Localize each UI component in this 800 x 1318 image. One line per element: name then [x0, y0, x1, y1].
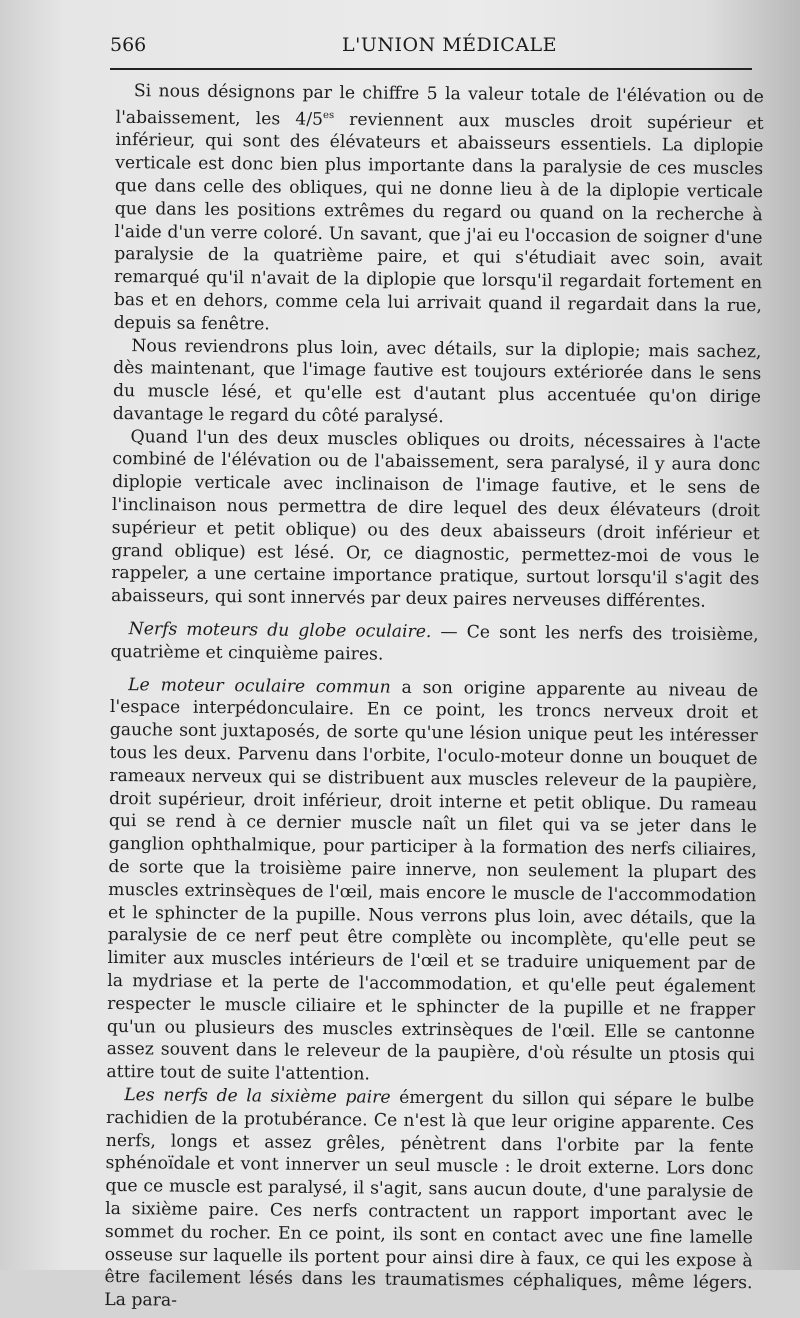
- paragraph-obliques: Quand l'un des deux muscles obliques ou droits, nécessaires à l'acte combiné de l'élévation ou de l'abaissement, sera paralysé, il y aura donc diplopie verticale avec inclinaison de l'image fautive, et le sens de l'inclinaison nous permettra de dire lequel des deux élévateurs (droit supérieur et petit oblique) ou des deux abaisseurs (droit inférieur et grand oblique) est lésé. Or, ce diagnostic, permettez-moi de vous le rappeler, a une certaine importance pratique, surtout lorsqu'il s'agit des abaisseurs, qui sont innervés par deux paires nerveuses différentes.: [110, 426, 761, 612]
- paragraph-elevation-start: Si nous désignons par le chiffre 5 la valeur totale de l'élévation ou de l'abaissement, les 4/5: [115, 81, 764, 130]
- paragraph-moteur-oculaire-text: a son origine apparente au niveau de l'espace interpédonculaire. En ce point, les troncs nerveux droit et gauche sont juxtaposés, de sorte qu'une lésion unique peut les intéresser tous les deux. Parvenu dans l'orbite, l'oculo-moteur donne un bouquet de rameaux nerveux qui se distribuent aux muscles releveur de la paupière, droit supérieur, droit inférieur, droit interne et petit oblique. Du rameau qui se rend à ce dernier muscle naît un filet qui va se jeter dans le ganglion ophthalmique, pour participer à la formation des nerfs ciliaires, de sorte que la troisième paire innerve, non seulement la plupart des muscles extrinsèques de l'œil, mais encore le muscle de l'accommodation et le sphincter de la pupille. Nous verrons plus loin, avec détails, que la paralysie de ce nerf peut être complète ou incomplète, qu'elle peut se limiter aux muscles intérieurs de l'œil et se traduire uniquement par de la mydriase et la perte de l'accommodation, et qu'elle peut également respecter le muscle ciliaire et le sphincter de la pupille et ne frapper qu'un ou plusieurs des muscles extrinsèques de l'œil. Elle se cantonne assez souvent dans le releveur de la paupière, d'où résulte un ptosis qui attire tout de suite l'attention.: [106, 677, 759, 1085]
- page-number: 566: [110, 34, 147, 56]
- header-rule: [110, 68, 752, 70]
- paragraph-elevation-rest: reviennent aux muscles droit supérieur et inférieur, qui sont des élévateurs et abaisseurs essentiels. La diplopie verticale est donc bien plus importante dans la paralysie de ces muscles que dans celle des obliques, qui ne donne lieu à de la diplopie verticale que dans les positions extrêmes du regard ou quand on la recherche à l'aide d'un verre coloré. Un savant, que j'ai eu l'occasion de soigner d'une paralysie de la quatrième paire, et qui s'étudiait avec soin, avait remarqué qu'il n'avait de la diplopie que lorsqu'il regardait fortement en bas et en dehors, comme cela lui arrivait quand il regardait dans la rue, depuis sa fenêtre.: [113, 109, 764, 335]
- paragraph-elevation: [114, 80, 764, 341]
- page-header: [110, 34, 750, 64]
- section-title-sixieme-paire: Les nerfs de la sixième paire: [124, 1085, 391, 1108]
- section-title-nerfs-moteurs: Nerfs moteurs du globe oculaire.: [128, 619, 432, 643]
- paragraph-nerfs-moteurs-text: — Ce sont les nerfs des troisième, quatrième et cinquième paires.: [110, 622, 759, 665]
- paragraph-moteur-oculaire: [106, 674, 758, 1091]
- body-text: [104, 80, 764, 1318]
- running-title: L'UNION MÉDICALE: [342, 34, 558, 56]
- superscript-es: es: [323, 109, 335, 121]
- paragraph-diplopie: Nous reviendrons plus loin, avec détails, sur la diplopie; mais sachez, dès maintenant, que l'image fautive est toujours extériorée dans le sens du muscle lésé, et qu'elle est d'autant plus accentuée qu'on dirige davantage le regard du côté paralysé.: [112, 335, 762, 428]
- paragraph-sixieme-paire-text: émergent du sillon qui sépare le bulbe rachidien de la protubérance. Ce n'est là que leur origine apparente. Ces nerfs, longs et assez grêles, pénètrent dans l'orbite par la fente sphénoïdale et vont innerver un seul muscle : le droit externe. Lors donc que ce muscle est paralysé, il s'agit, sans aucun doute, d'une paralysie de la sixième paire. Ces nerfs contractent un rapport important avec le sommet du rocher. En ce point, ils sont en contact avec une fine lamelle osseuse sur laquelle ils portent pour ainsi dire à faux, ce qui les expose à être facilement lésés dans les traumatismes céphaliques, même légers. La para-: [104, 1087, 755, 1311]
- section-title-moteur-oculaire: Le moteur oculaire commun: [128, 674, 391, 698]
- paragraph-sixieme-paire: [104, 1084, 754, 1318]
- paragraph-nerfs-moteurs: [110, 618, 758, 670]
